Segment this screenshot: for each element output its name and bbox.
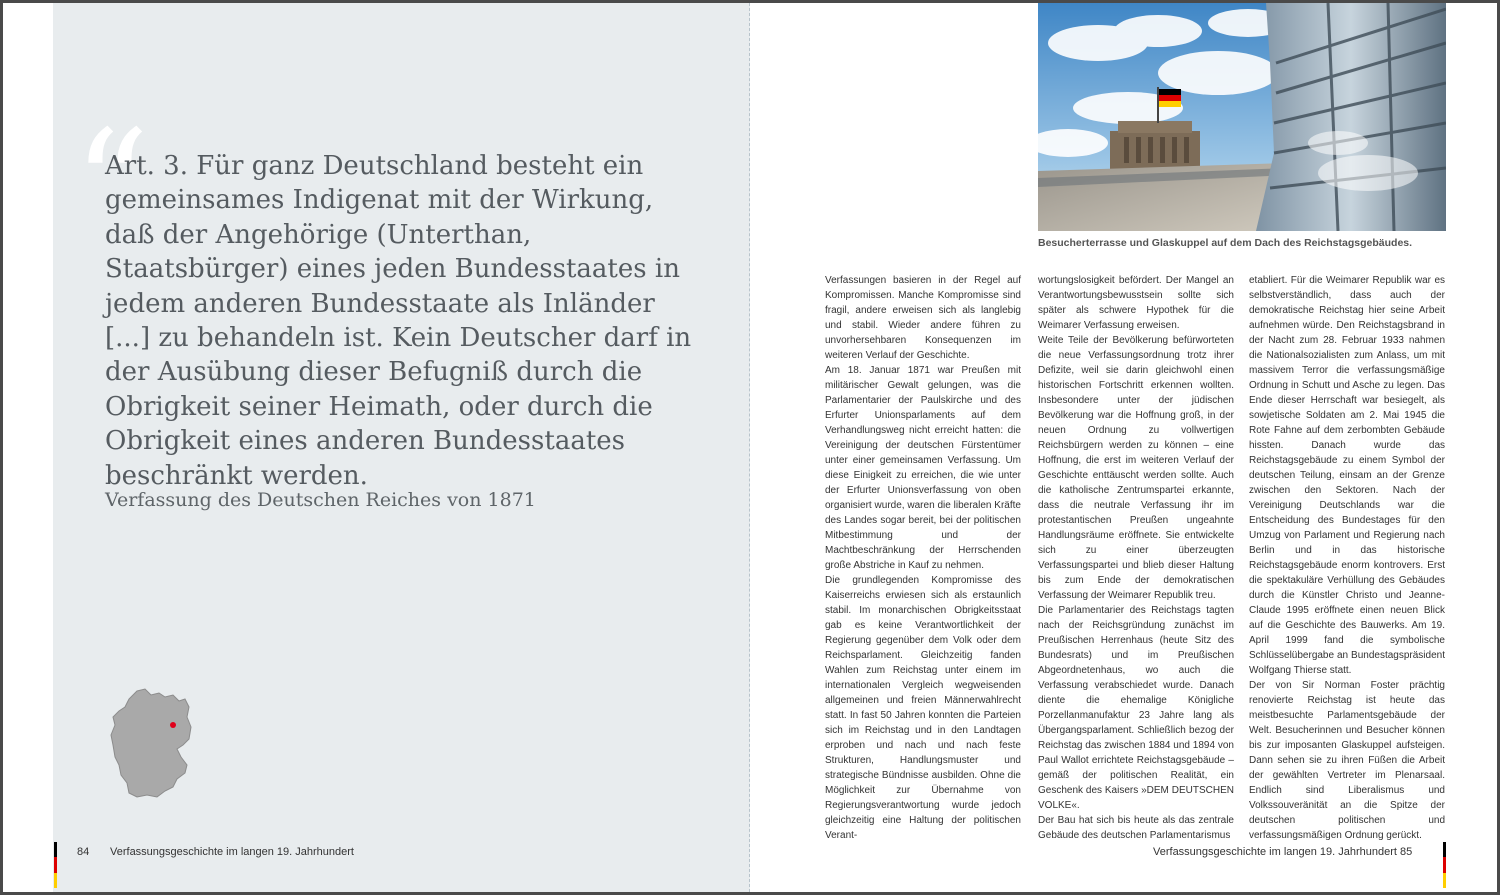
constitution-quote: Art. 3. Für ganz Deutschland besteht ein gemeinsames Indigenat mit der Wirkung, daß der Angehörige (Unterthan, Staatsbürger) eines jeden Bundesstaates in jedem anderen Bundesstaate als Inländer [...] zu behandeln ist. Kein Deutscher darf in der Ausübung dieser Befugniß durch die Obrigkeit seiner Heimath, oder durch die Obrigkeit eines anderen Bundesstaates beschränkt werden. <box>105 151 692 491</box>
text-column-3 <box>1249 273 1445 843</box>
paragraph: Der Bau hat sich bis heute als das zentrale Gebäude des deutschen Parlamentarismus <box>1038 815 1234 841</box>
running-head-right: Verfassungsgeschichte im langen 19. Jahrhundert <box>1153 846 1397 858</box>
right-footer <box>1133 842 1453 890</box>
reichstag-photo <box>1038 3 1446 231</box>
book-spread <box>3 3 1497 892</box>
berlin-marker-icon <box>170 722 176 728</box>
paragraph: etabliert. Für die Weimarer Republik war es selbstverständlich, dass auch der demokratische Reichstag hier seine Arbeit aufnehmen würde. Den Reichstagsbrand in der Nacht zum 28. Februar 1933 nahmen die Nationalsozialisten zum Anlass, um mit massivem Terror die verfassungsmäßige Ordnung in Schutt und Asche zu legen. Das Ende dieser Herrschaft war besiegelt, als sowjetische Soldaten am 2. Mai 1945 die Rote Fahne auf dem zerbombten Gebäude hissten. Danach wurde das Reichstagsgebäude zu einem Symbol der deutschen Teilung, einsam an der Grenze zwischen den Sektoren. Nach der Vereinigung Deutschlands war die Entscheidung des Bundestages für den Umzug von Parlament und Regierung nach Berlin und in das historische Reichstagsgebäude enorm kontrovers. Erst die spektakuläre Verhüllung des Gebäudes durch die Künstler Christo und Jeanne-Claude 1995 eröffnete einen neuen Blick auf die Geschichte des Bauwerks. Am 19. April 1999 fand die symbolische Schlüsselübergabe an Bundestagspräsident Wolfgang Thierse statt. <box>1249 275 1445 676</box>
page-number-left: 84 <box>77 846 90 858</box>
paragraph: Verfassungen basieren in der Regel auf Kompromissen. Manche Kompromisse sind fragil, andere erweisen sich als langlebig und stabil. Wieder andere führen zu unvorhersehbaren Konsequenzen im weiteren Verlauf der Geschichte. <box>825 275 1021 361</box>
left-page <box>3 3 750 892</box>
germany-map-icon <box>107 687 195 799</box>
paragraph: Am 18. Januar 1871 war Preußen mit militärischer Gewalt gelungen, was die Parlamentarier der Paulskirche und des Erfurter Unionsparlaments auf dem Verhandlungsweg nicht erreicht hatten: die Vereinigung der deutschen Fürstentümer unter einer gemeinsamen Verfassung. Um diese Einigkeit zu erreichen, die wie unter der Erfurter Unionsverfassung von oben organisiert wurde, waren die liberalen Kräfte des Landes sogar bereit, bei der politischen Mitbestimmung und der Machtbeschränkung der Herrschenden große Abstriche in Kauf zu nehmen. <box>825 365 1021 571</box>
text-column-1 <box>825 273 1021 843</box>
paragraph: Die Parlamentarier des Reichstags tagten nach der Reichsgründung zunächst im Preußischen Herrenhaus (heute Sitz des Bundesrats) und im Preußischen Abgeordnetenhaus, wo auch die Verfassung verabschiedet wurde. Danach diente die ehemalige Königliche Porzellanmanufaktur 23 Jahre lang als Übergangsparlament. Schließlich bezog der Reichstag das zwischen 1884 und 1894 von Paul Wallot errichtete Reichstagsgebäude – gemäß der politischen Realität, ein Geschenk des Kaisers »DEM DEUTSCHEN VOLKE«. <box>1038 605 1234 811</box>
flag-bar-icon <box>54 842 57 888</box>
paragraph: Weite Teile der Bevölkerung befürworteten die neue Verfassungsordnung trotz ihrer Defizite, weil sie darin gleichwohl einen historischen Fortschritt erkennen wollten. Insbesondere unter der jüdischen Bevölkerung war die Hoffnung groß, in der neuen Ordnung zu vollwertigen Reichsbürgern werden zu können – eine Hoffnung, die erst im weiteren Verlauf der Geschichte enttäuscht werden sollte. Auch die katholische Zentrumspartei erkannte, dass die neutrale Verfassung ihr im protestantischen Preußen ungeahnte Handlungsräume eröffnete. Sie entwickelte sich zu einer überzeugten Verfassungspartei und blieb dieser Haltung bis zum Ende der demokratischen Verfassung der Weimarer Republik treu. <box>1038 335 1234 601</box>
photo-caption: Besucherterrasse und Glaskuppel auf dem Dach des Reichstagsgebäudes. <box>1038 237 1413 249</box>
text-column-2 <box>1038 273 1234 843</box>
quote-mark-icon: “ <box>73 99 150 273</box>
quote-source: Verfassung des Deutschen Reiches von 1871 <box>105 489 536 511</box>
paragraph: Die grundlegenden Kompromisse des Kaiserreichs erwiesen sich als erstaunlich stabil. Im monarchischen Obrigkeitsstaat gab es keine Verantwortlichkeit der Regierung gegenüber dem Volk oder dem Reichsparlament. Gleichzeitig fanden Wahlen zum Reichstag unter einem im internationalen Vergleich wegweisenden allgemeinen und freien Männerwahlrecht statt. In fast 50 Jahren konnten die Parteien sich im Reichstag und in den Landtagen erproben und nach und nach feste Strukturen, Handlungsmuster und strategische Bündnisse ausbilden. Ohne die Möglichkeit zur Übernahme von Regierungsverantwortung wurde jedoch gleichzeitig eine Haltung der politischen Verant- <box>825 575 1021 841</box>
page-number-right: 85 <box>1400 846 1413 858</box>
germany-map-shape <box>111 689 191 797</box>
left-footer <box>53 842 453 890</box>
flag-bar-icon <box>1443 842 1446 888</box>
paragraph: wortungslosigkeit befördert. Der Mangel an Verantwortungsbewusstsein sollte sich später als schwere Hypothek für die Weimarer Verfassung erweisen. <box>1038 275 1234 331</box>
running-head-left: Verfassungsgeschichte im langen 19. Jahrhundert <box>110 846 354 858</box>
paragraph: Der von Sir Norman Foster prächtig renovierte Reichstag ist heute das meistbesuchte Parlamentsgebäude der Welt. Besucherinnen und Besucher können bis zur imposanten Glaskuppel aufsteigen. Dann sehen sie zu ihren Füßen die Arbeit der gewählten Vertreter im Plenarsaal. Endlich sind Liberalismus und Volkssouveränität an die Spitze der deutschen politischen und verfassungsmäßigen Ordnung gerückt. <box>1249 680 1445 841</box>
